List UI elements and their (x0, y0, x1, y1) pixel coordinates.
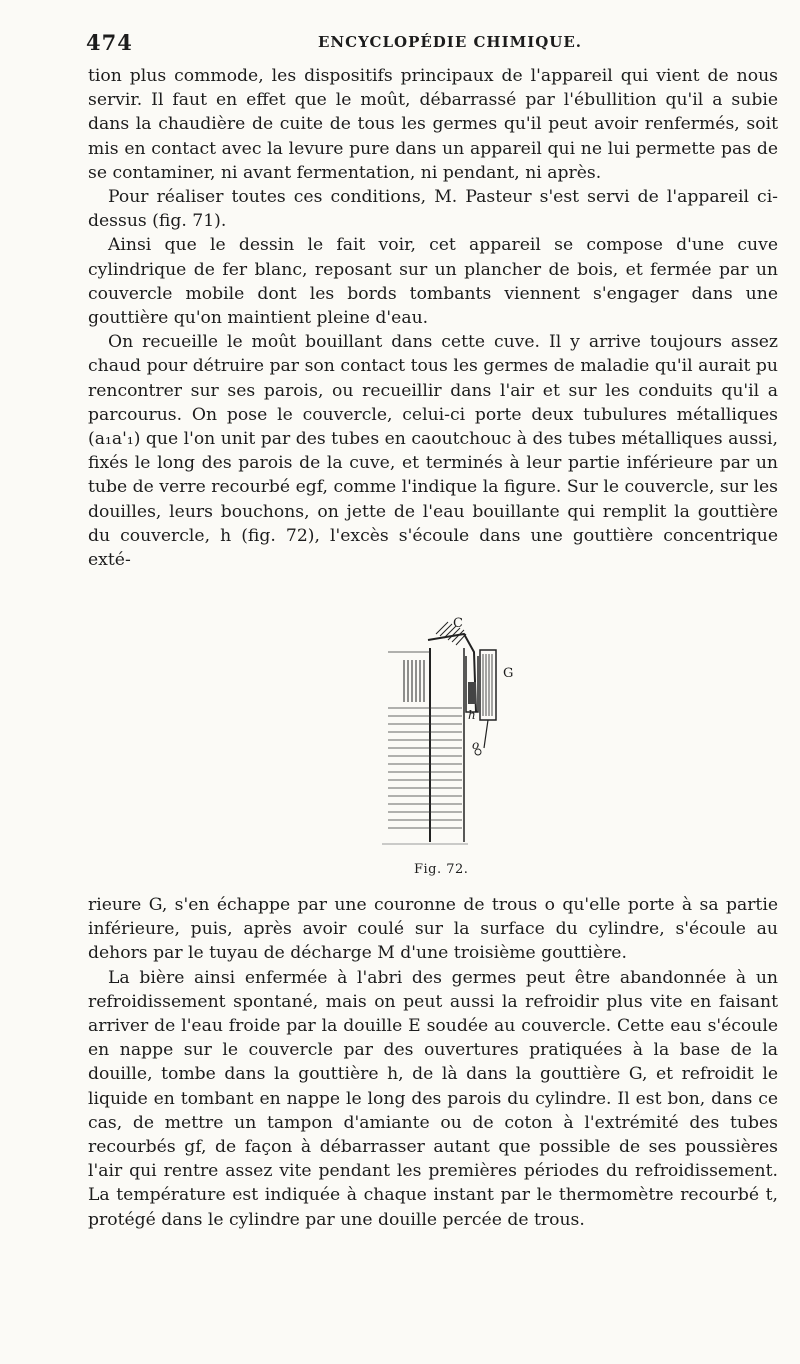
paragraph: Pour réaliser toutes ces conditions, M. Pasteur s'est servi de l'appareil ci-dessus (fig. 71). (88, 187, 778, 232)
label-o: o (472, 738, 480, 752)
paragraph: rieure G, s'en échappe par une couronne de trous o qu'elle porte à sa partie inférieure, puis, après avoir coulé sur la surface du cylindre, s'écoule au dehors par le tuyau de décharge M d'une troisième gouttière. (88, 895, 778, 964)
label-h: h (468, 708, 476, 722)
page-number: 474 (86, 30, 133, 55)
apparatus-illustration (368, 612, 538, 862)
label-g: G (503, 666, 514, 681)
figure-72 (368, 612, 538, 872)
body-text-bottom (88, 893, 778, 1232)
paragraph: La bière ainsi enfermée à l'abri des germes peut être abandonnée à un refroidissement spontané, mais on peut aussi la refroidir plus vite en faisant arriver de l'eau froide par la douille E soudée au couvercle. Cette eau s'écoule en nappe sur le couvercle par des ouvertures pratiquées à la base de la douille, tombe dans la gouttière h, de là dans la gouttière G, et refroidit le liquide en tombant en nappe le long des parois du cylindre. Il est bon, dans ce cas, de mettre un tampon d'amiante ou de coton à l'extrémité des tubes recourbés gf, de façon à débarrasser autant que possible de ses poussières l'air qui rentre assez vite pendant les premières périodes du refroidissement. La température est indiquée à chaque instant par le thermomètre recourbé t, protégé dans le cylindre par une douille percée de trous. (88, 967, 778, 1230)
page-header (86, 30, 778, 56)
body-text-top (88, 64, 778, 572)
paragraph: On recueille le moût bouillant dans cette cuve. Il y arrive toujours assez chaud pour détruire par son contact tous les germes de maladie qu'il aurait pu rencontrer sur ses parois, ou recueillir dans l'air et sur les conduits qu'il a parcourus. On pose le couvercle, celui-ci porte deux tubulures métalliques (a₁a'₁) que l'on unit par des tubes en caoutchouc à des tubes métalliques aussi, fixés le long des parois de la cuve, et terminés à leur partie inférieure par un tube de verre recourbé egf, comme l'indique la figure. Sur le couvercle, sur les douilles, leurs bouchons, on jette de l'eau bouillante qui remplit la gouttière du couvercle, h (fig. 72), l'excès s'écoule dans une gouttière concentrique exté- (88, 332, 778, 571)
label-c: C (453, 616, 463, 631)
paragraph: tion plus commode, les dispositifs principaux de l'appareil qui vient de nous servir. Il faut en effet que le moût, débarrassé par l'ébullition qu'il a subie dans la chaudière de cuite de tous les germes qu'il peut avoir renfermés, soit mis en contact avec la levure pure dans un appareil qui ne lui permette pas de se contaminer, ni avant fermentation, ni pendant, ni après. (88, 66, 778, 183)
paragraph: Ainsi que le dessin le fait voir, cet appareil se compose d'une cuve cylindrique de fer blanc, reposant sur un plancher de bois, et fermée par un couvercle mobile dont les bords tombants viennent s'engager dans une gouttière qu'on maintient pleine d'eau. (88, 235, 778, 329)
running-title: ENCYCLOPÉDIE CHIMIQUE. (318, 33, 583, 51)
figure-caption: Fig. 72. (414, 862, 469, 877)
